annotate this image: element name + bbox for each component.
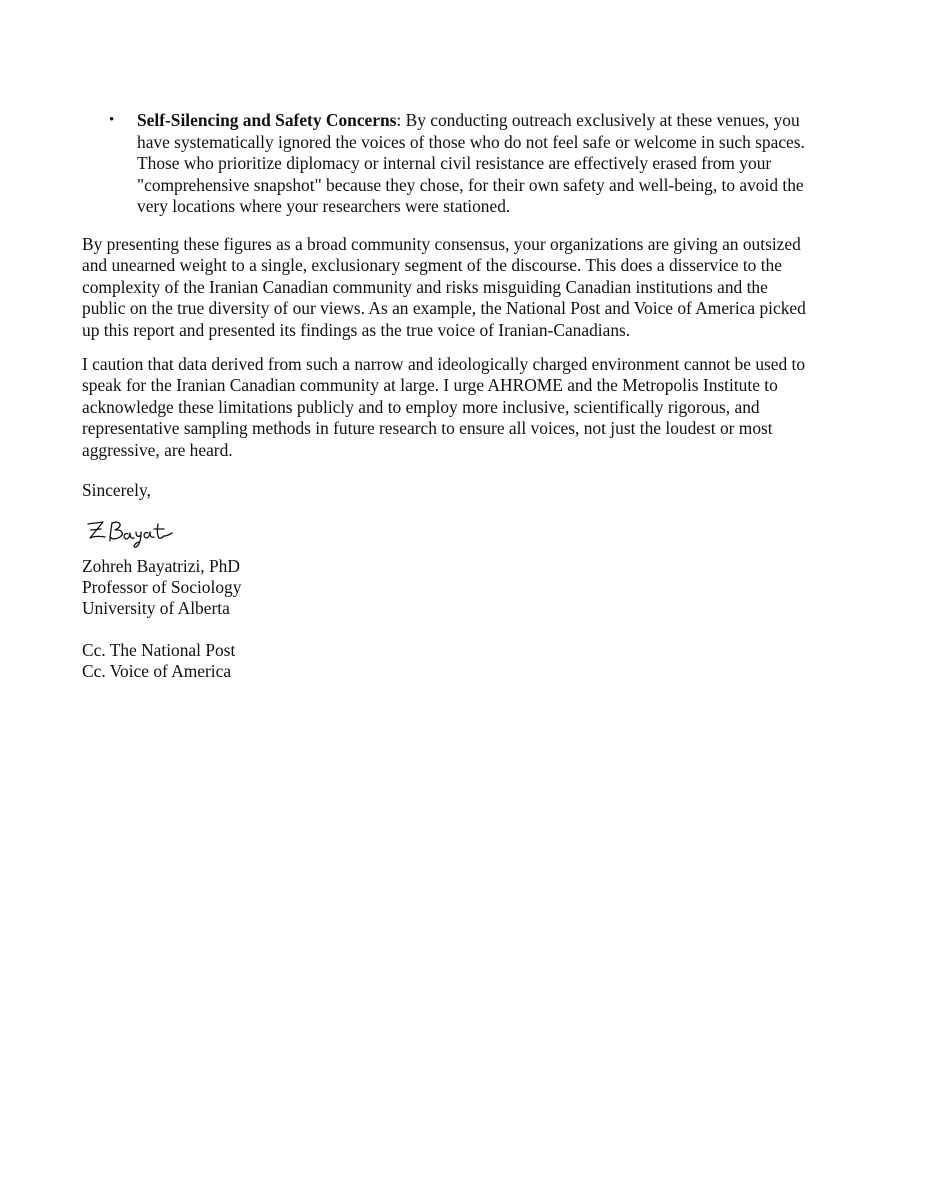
bullet-text (137, 110, 849, 218)
bullet-line-4: "comprehensive snapshot" because they chose, for their own safety and well-being, to avoid the (137, 174, 804, 195)
paragraph-1-line-4: public on the true diversity of our views. As an example, the National Post and Voice of America picked (82, 298, 806, 319)
cc-item: Cc. The National Post (82, 640, 236, 660)
cc-list (82, 640, 235, 682)
paragraph-1-line-5: up this report and presented its findings as the true voice of Iranian-Canadians. (82, 319, 631, 340)
paragraph-1-line-1: By presenting these figures as a broad community consensus, your organizations are giving an outsized (82, 234, 801, 254)
closing-salutation: Sincerely, (82, 480, 151, 500)
bullet-line-2: have systematically ignored the voices of those who do not feel safe or welcome in such spaces. (137, 131, 805, 152)
handwritten-signature (84, 514, 194, 554)
bullet-point-icon: • (109, 112, 115, 128)
paragraph-2-line-5: aggressive, are heard. (82, 439, 233, 460)
paragraph-2-line-4: representative sampling methods in future research to ensure all voices, not just the loudest or most (82, 418, 773, 439)
paragraph-2-line-2: speak for the Iranian Canadian community at large. I urge AHROME and the Metropolis Institute to (82, 375, 778, 396)
bullet-line-5: very locations where your researchers were stationed. (137, 196, 511, 217)
bullet-line-1-text: : By conducting outreach exclusively at these venues, you (396, 110, 800, 130)
bullet-heading: Self-Silencing and Safety Concerns (137, 110, 397, 130)
signatory-title: Professor of Sociology (82, 577, 242, 597)
paragraph-2-line-1: I caution that data derived from such a narrow and ideologically charged environment cannot be used to (82, 354, 806, 374)
bullet-line-3: Those who prioritize diplomacy or internal civil resistance are effectively erased from your (137, 153, 772, 174)
paragraph-consensus (82, 234, 852, 341)
bullet-line-1 (137, 110, 849, 132)
signatory-block (82, 556, 241, 619)
paragraph-caution (82, 354, 852, 461)
paragraph-1-line-3: complexity of the Iranian Canadian community and risks misguiding Canadian institutions and the (82, 276, 768, 297)
bullet-item (109, 110, 849, 218)
cc-item: Cc. Voice of America (82, 661, 232, 681)
signatory-institution: University of Alberta (82, 598, 230, 618)
signatory-name: Zohreh Bayatrizi, PhD (82, 556, 240, 576)
paragraph-2-line-3: acknowledge these limitations publicly and to employ more inclusive, scientifically rigorous, and (82, 396, 760, 417)
paragraph-1-line-2: and unearned weight to a single, exclusionary segment of the discourse. This does a disservice to the (82, 255, 782, 276)
